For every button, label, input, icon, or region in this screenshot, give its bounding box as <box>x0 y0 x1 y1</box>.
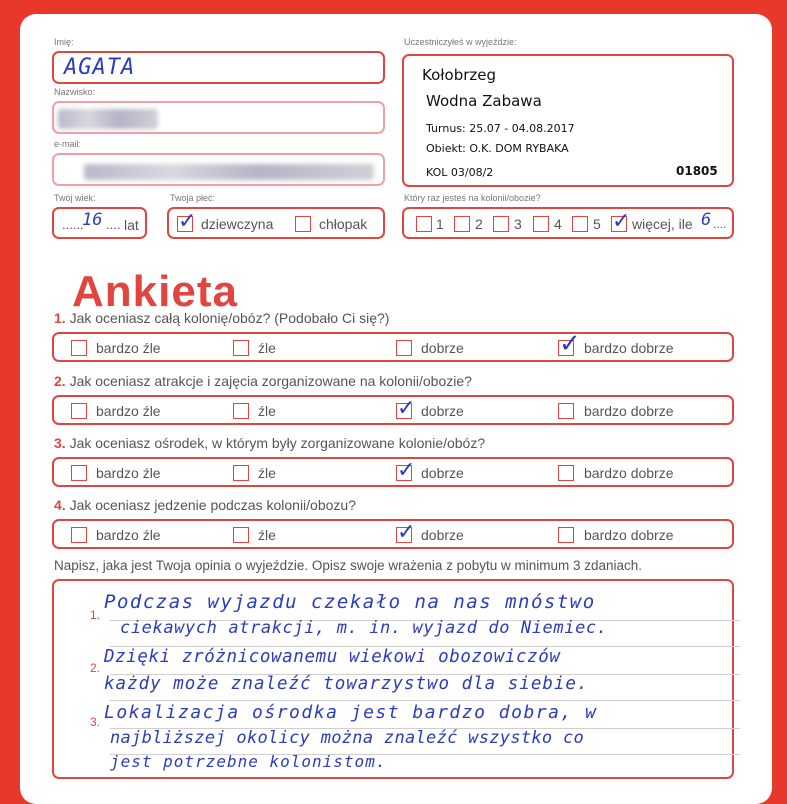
turnus-value: 25.07 - 04.08.2017 <box>469 122 575 135</box>
q2-option-bad: źle <box>258 403 276 419</box>
times-label: Który raz jesteś na kolonii/obozie? <box>404 193 541 203</box>
q3-checkbox-bad[interactable] <box>233 465 249 481</box>
times-more-value: 6 <box>701 210 712 230</box>
turnus-label: Turnus: <box>426 122 466 135</box>
trip-ticket <box>402 54 734 187</box>
times-checkbox-4[interactable] <box>533 216 549 232</box>
question-3-text <box>54 435 485 451</box>
q1-checkbox-very-bad[interactable] <box>71 340 87 356</box>
last-name-label: Nazwisko: <box>54 87 96 97</box>
q4-checkbox-bad[interactable] <box>233 527 249 543</box>
handwriting-line-6: najbliższej okolicy można znaleźć wszystko co <box>110 728 585 748</box>
handwriting-line-5: Lokalizacja ośrodka jest bardzo dobra, w <box>104 702 598 723</box>
last-name-redacted <box>58 109 158 129</box>
q3-option-very-good: bardzo dobrze <box>584 465 674 481</box>
times-field <box>402 207 734 239</box>
q4-option-very-bad: bardzo źle <box>96 527 161 543</box>
age-field[interactable] <box>52 207 147 239</box>
trip-place: Kołobrzeg <box>422 66 497 84</box>
checkmark-icon: ✓ <box>397 458 416 483</box>
question-2-number: 2. <box>54 373 66 389</box>
q2-checkbox-very-good[interactable] <box>558 403 574 419</box>
times-option-more: więcej, ile <box>632 216 693 232</box>
email-label: e-mail: <box>54 139 82 149</box>
q3-option-bad: źle <box>258 465 276 481</box>
question-2-options <box>52 395 734 425</box>
checkmark-icon: ✓ <box>397 396 416 421</box>
q1-option-good: dobrze <box>421 340 464 356</box>
q2-checkbox-bad[interactable] <box>233 403 249 419</box>
times-option-4: 4 <box>554 216 562 232</box>
q3-option-very-bad: bardzo źle <box>96 465 161 481</box>
question-1-number: 1. <box>54 310 66 326</box>
q4-checkbox-very-bad[interactable] <box>71 527 87 543</box>
times-more-dots: .... <box>713 217 727 231</box>
q4-option-very-good: bardzo dobrze <box>584 527 674 543</box>
question-4-number: 4. <box>54 497 66 513</box>
question-4-options <box>52 519 734 549</box>
line-number-2: 2. <box>90 661 101 675</box>
age-value: 16 <box>82 210 103 230</box>
last-name-field[interactable] <box>52 101 385 134</box>
age-dots-after: .... <box>106 217 121 232</box>
q4-option-bad: źle <box>258 527 276 543</box>
times-option-3: 3 <box>514 216 522 232</box>
survey-sheet <box>20 14 772 804</box>
q1-checkbox-good[interactable] <box>396 340 412 356</box>
question-4-text <box>54 497 356 513</box>
question-3-options <box>52 457 734 487</box>
object-label: Obiekt: <box>426 142 466 155</box>
q2-option-good: dobrze <box>421 403 464 419</box>
survey-title: Ankieta <box>72 267 238 316</box>
gender-option-boy: chłopak <box>319 216 368 232</box>
line-number-1: 1. <box>90 608 101 622</box>
gender-checkbox-boy[interactable] <box>295 216 311 232</box>
q2-option-very-bad: bardzo źle <box>96 403 161 419</box>
trip-number: 01805 <box>676 164 718 178</box>
q1-option-very-bad: bardzo źle <box>96 340 161 356</box>
checkmark-icon: ✓ <box>178 209 197 234</box>
q4-checkbox-very-good[interactable] <box>558 527 574 543</box>
question-1-text <box>54 310 389 326</box>
times-checkbox-3[interactable] <box>493 216 509 232</box>
gender-field <box>167 207 385 239</box>
times-checkbox-5[interactable] <box>572 216 588 232</box>
trip-program: Wodna Zabawa <box>426 92 542 110</box>
handwriting-line-3: Dzięki zróżnicowanemu wiekowi obozowiczów <box>104 647 561 667</box>
line-number-3: 3. <box>90 715 101 729</box>
handwriting-line-7: jest potrzebne kolonistom. <box>110 752 387 771</box>
opinion-prompt: Napisz, jaka jest Twoja opinia o wyjeździe. Opisz swoje wrażenia z pobytu w minimum 3 zdaniach. <box>54 558 643 573</box>
object-value: O.K. DOM RYBAKA <box>469 142 569 155</box>
question-1-label: Jak oceniasz całą kolonię/obóz? (Podobało Ci się?) <box>69 310 390 326</box>
question-4-label: Jak oceniasz jedzenie podczas kolonii/obozu? <box>69 497 356 513</box>
question-3-number: 3. <box>54 435 66 451</box>
gender-label: Twoja płeć: <box>170 193 216 203</box>
email-field[interactable] <box>52 153 385 186</box>
checkmark-icon: ✓ <box>612 209 631 234</box>
trip-label: Uczestniczyłeś w wyjeździe: <box>404 37 517 47</box>
age-dots: ...... <box>62 217 84 232</box>
q2-checkbox-very-bad[interactable] <box>71 403 87 419</box>
q3-checkbox-very-bad[interactable] <box>71 465 87 481</box>
q4-option-good: dobrze <box>421 527 464 543</box>
q1-option-bad: źle <box>258 340 276 356</box>
q2-option-very-good: bardzo dobrze <box>584 403 674 419</box>
question-2-label: Jak oceniasz atrakcje i zajęcia zorganizowane na kolonii/obozie? <box>69 373 472 389</box>
age-unit: lat <box>124 217 139 233</box>
age-label: Twój wiek: <box>54 193 96 203</box>
first-name-label: Imię: <box>54 37 74 47</box>
times-option-1: 1 <box>436 216 444 232</box>
times-option-5: 5 <box>593 216 601 232</box>
question-3-label: Jak oceniasz ośrodek, w którym były zorganizowane kolonie/obóz? <box>69 435 486 451</box>
gender-option-girl: dziewczyna <box>201 216 274 232</box>
first-name-value: AGATA <box>64 55 136 80</box>
q1-checkbox-bad[interactable] <box>233 340 249 356</box>
handwriting-line-1: Podczas wyjazdu czekało na nas mnóstwo <box>104 591 596 613</box>
checkmark-icon: ✓ <box>559 329 581 359</box>
checkmark-icon: ✓ <box>397 520 416 545</box>
question-2-text <box>54 373 472 389</box>
question-1-options <box>52 329 734 362</box>
handwriting-line-4: każdy może znaleźć towarzystwo dla siebie. <box>104 674 589 694</box>
times-checkbox-1[interactable] <box>416 216 432 232</box>
q1-option-very-good: bardzo dobrze <box>584 340 674 356</box>
times-option-2: 2 <box>475 216 483 232</box>
ruled-line <box>110 700 740 701</box>
first-name-field[interactable] <box>52 51 385 84</box>
q3-option-good: dobrze <box>421 465 464 481</box>
q3-checkbox-very-good[interactable] <box>558 465 574 481</box>
handwriting-line-2: ciekawych atrakcji, m. in. wyjazd do Niemiec. <box>120 618 608 638</box>
trip-code: KOL 03/08/2 <box>426 166 494 179</box>
email-redacted <box>84 164 374 180</box>
times-checkbox-2[interactable] <box>454 216 470 232</box>
